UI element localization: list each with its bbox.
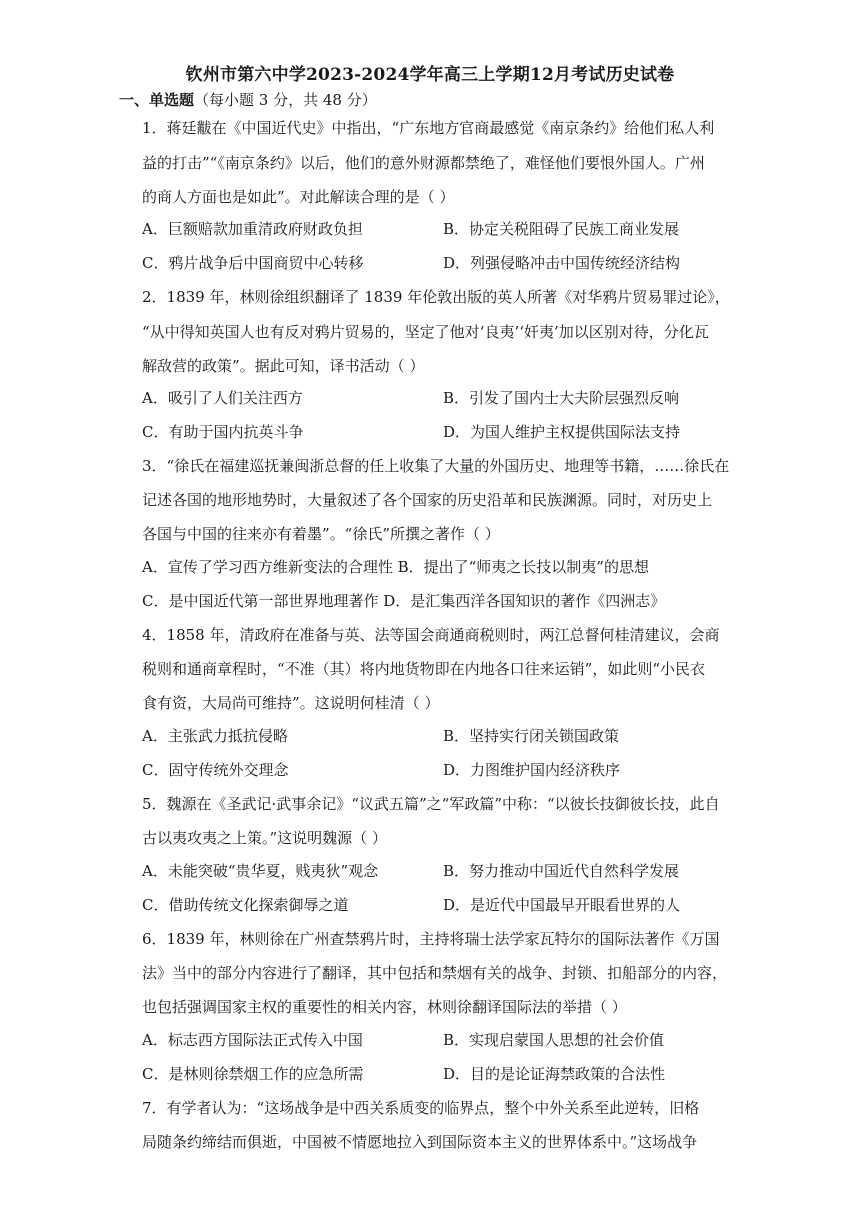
question-4-option-b: B．坚持实行闭关锁国政策 [443, 727, 620, 745]
question-4-option-a: A．主张武力抵抗侵略 [142, 727, 288, 745]
question-3-line-1: 3．“徐氏在福建巡抚兼闽浙总督的任上收集了大量的外国历史、地理等书籍，……徐氏在 [142, 457, 730, 475]
question-1-option-b: B．协定关税阻碍了民族工商业发展 [443, 220, 680, 238]
question-4-option-c: C．固守传统外交理念 [142, 761, 289, 779]
question-4-option-d: D．力图维护国内经济秩序 [443, 761, 621, 779]
question-6-line-2: 法》当中的部分内容进行了翻译，其中包括和禁烟有关的战争、封锁、扣船部分的内容， [142, 964, 728, 982]
question-4-line-1: 4．1858 年，清政府在准备与英、法等国会商通商税则时，两江总督何桂清建议，会商 [142, 626, 720, 644]
question-2-line-3: 解敌营的政策”。据此可知，译书活动（ ） [142, 357, 425, 375]
question-3-options-row-2: C．是中国近代第一部世界地理著作 D．是汇集西洋各国知识的著作《四洲志》 [142, 592, 666, 610]
section-note: （每小题 3 分，共 48 分） [194, 91, 377, 109]
question-2-line-1: 2．1839 年，林则徐组织翻译了 1839 年伦敦出版的英人所著《对华鸦片贸易罪过论》， [142, 288, 730, 306]
question-5-option-b: B．努力推动中国近代自然科学发展 [443, 862, 680, 880]
question-2-option-b: B．引发了国内士大夫阶层强烈反响 [443, 389, 680, 407]
question-4-line-3: 食有资，大局尚可维持”。这说明何桂清（ ） [142, 694, 440, 712]
question-2-option-c: C．有助于国内抗英斗争 [142, 423, 304, 441]
question-7-line-2: 局随条约缔结而俱逝，中国被不情愿地拉入到国际资本主义的世界体系中。”这场战争 [142, 1133, 698, 1151]
question-6-option-d: D．目的是论证海禁政策的合法性 [443, 1065, 666, 1083]
question-1-line-3: 的商人方面也是如此”。对此解读合理的是（ ） [142, 188, 455, 206]
question-1-option-c: C．鸦片战争后中国商贸中心转移 [142, 254, 364, 272]
question-5-option-d: D．是近代中国最早开眼看世界的人 [443, 896, 681, 914]
question-1-option-a: A．巨额赔款加重清政府财政负担 [142, 220, 363, 238]
question-6-option-c: C．是林则徐禁烟工作的应急所需 [142, 1065, 364, 1083]
question-1-option-d: D．列强侵略冲击中国传统经济结构 [443, 254, 681, 272]
question-5-option-c: C．借助传统文化探索御辱之道 [142, 896, 349, 914]
question-2-option-d: D．为国人维护主权提供国际法支持 [443, 423, 681, 441]
question-7-line-1: 7．有学者认为：“这场战争是中西关系质变的临界点，整个中外关系至此逆转，旧格 [142, 1099, 700, 1117]
question-6-option-a: A．标志西方国际法正式传入中国 [142, 1031, 363, 1049]
question-2-line-2: “从中得知英国人也有反对鸦片贸易的，坚定了他对‘良夷’‘奸夷’加以区别对待，分化瓦 [142, 323, 709, 341]
question-2-option-a: A．吸引了人们关注西方 [142, 389, 303, 407]
question-3-options-row-1: A．宣传了学习西方维新变法的合理性 B．提出了“师夷之长技以制夷”的思想 [142, 558, 649, 576]
question-5-line-2: 古以夷攻夷之上策。”这说明魏源（ ） [142, 829, 387, 847]
question-4-line-2: 税则和通商章程时，“不准（其）将内地货物即在内地各口往来运销”，如此则“小民衣 [142, 660, 706, 678]
question-1-line-2: 益的打击”“《南京条约》以后，他们的意外财源都禁绝了，难怪他们要恨外国人。广州 [142, 154, 705, 172]
section-label: 一、单选题 [119, 91, 195, 109]
question-6-line-3: 也包括强调国家主权的重要性的相关内容，林则徐翻译国际法的举措（ ） [142, 998, 627, 1016]
exam-title: 钦州市第六中学2023-2024学年高三上学期12月考试历史试卷 [185, 65, 675, 85]
question-6-option-b: B．实现启蒙国人思想的社会价值 [443, 1031, 665, 1049]
question-3-line-3: 各国与中国的往来亦有着墨”。“徐氏”所撰之著作（ ） [142, 525, 500, 543]
question-5-line-1: 5．魏源在《圣武记·武事余记》“议武五篇”之“军政篇”中称：“以彼长技御彼长技，此自 [142, 795, 720, 813]
question-5-option-a: A．未能突破“贵华夏，贱夷狄”观念 [142, 862, 379, 880]
question-1-line-1: 1．蒋廷黻在《中国近代史》中指出，“广东地方官商最感觉《南京条约》给他们私人利 [142, 119, 715, 137]
question-6-line-1: 6．1839 年，林则徐在广州查禁鸦片时，主持将瑞士法学家瓦特尔的国际法著作《万国 [142, 930, 720, 948]
question-3-line-2: 记述各国的地形地势时，大量叙述了各个国家的历史沿革和民族渊源。同时，对历史上 [142, 491, 713, 509]
section-heading [119, 89, 377, 110]
